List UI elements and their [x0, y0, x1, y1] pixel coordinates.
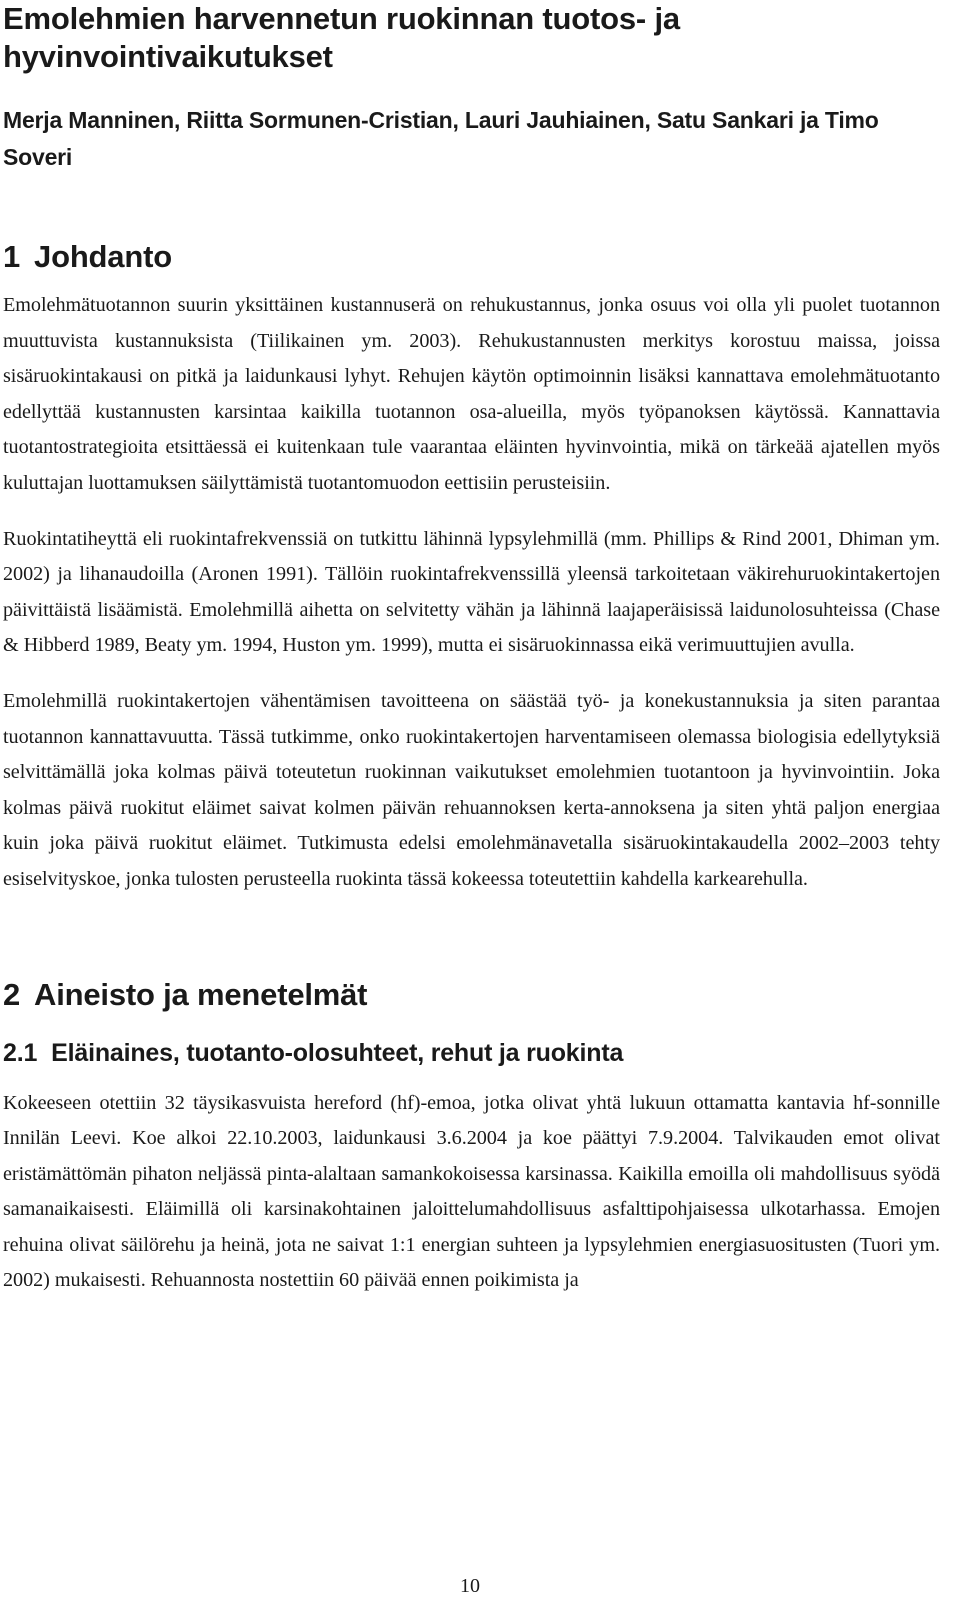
intro-paragraph-3: Emolehmillä ruokintakertojen vähentämisen tavoitteena on säästää työ- ja konekustannuksia ja siten parantaa tuotannon kannattavuutta. Tässä tutkimme, onko ruokintakertojen harventamiseen olemassa biologisia edellytyksiä selvittämällä joka kolmas päivä toteutetun ruokinnan vaikutukset emolehmien tuotantoon ja hyvinvointiin. Joka kolmas päivä ruokitut eläimet saivat kolmen päivän rehuannoksen kerta-annoksena ja siten yhtä paljon energiaa kuin joka päivä ruokitut eläimet. Tutkimusta edelsi emolehmänavetalla sisäruokintakaudella 2002–2003 tehty esiselvityskoe, jonka tulosten perusteella ruokinta tässä kokeessa toteutettiin kahdella karkearehulla. — [3, 689, 940, 890]
intro-paragraph-1: Emolehmätuotannon suurin yksittäinen kustannuserä on rehukustannus, jonka osuus voi olla yli puolet tuotannon muuttuvista kustannuksista (Tiilikainen ym. 2003). Rehukustannusten merkitys korostuu maissa, joissa sisäruokintakausi on pitkä ja laidunkausi lyhyt. Rehujen käytön optimoinnin lisäksi kannattava emolehmätuotanto edellyttää kustannusten karsintaa kaikilla tuotannon osa-alueilla, myös työpanoksen käytössä. Kannattavia tuotantostrategioita etsittäessä ei kuitenkaan tule vaarantaa eläinten hyvinvointia, mikä on tärkeää ajatellen myös kuluttajan luottamuksen säilyttämistä tuotantomuodon eettisiin perusteisiin. — [3, 294, 940, 494]
section-2-title: Aineisto ja menetelmät — [34, 976, 368, 1012]
section-1-number: 1 — [3, 239, 21, 274]
section-2-1-title: Eläinaines, tuotanto-olosuhteet, rehut ja ruokinta — [51, 1038, 624, 1067]
section-2-1-heading — [3, 1036, 940, 1070]
section-2-number: 2 — [3, 976, 21, 1012]
methods-paragraph-1: Kokeeseen otettiin 32 täysikasvuista hereford (hf)-emoa, jotka olivat yhtä lukuun ottamatta kantavia hf-sonnille Innilän Leevi. Koe alkoi 22.10.2003, laidunkausi 3.6.2004 ja koe päättyi 7.9.2004. Talvikauden emot olivat eristämättömän pihaton neljässä pinta-alaltaan samankokoisessa karsinassa. Kaikilla emoilla oli mahdollisuus syödä samanaikaisesti. Eläimillä oli karsinakohtainen jaloittelumahdollisuus asfalttipohjaisessa ulkotarhassa. Emojen rehuina olivat säilörehu ja heinä, jota ne saivat 1:1 energian suhteen ja lypsylehmien energiasuositusten (Tuori ym. 2002) mukaisesti. Rehuannosta nostettiin 60 päivää ennen poikimista ja — [3, 1091, 940, 1292]
page-number: 10 — [460, 1575, 480, 1597]
section-2-heading — [3, 976, 940, 1014]
paper-page — [3, 0, 940, 1299]
author-list: Merja Manninen, Riitta Sormunen-Cristian, Lauri Jauhiainen, Satu Sankari ja Timo Soveri — [3, 107, 879, 170]
section-1-heading — [3, 238, 940, 276]
article-title: Emolehmien harvennetun ruokinnan tuotos- ja hyvinvointivaikutukset — [3, 1, 680, 74]
section-2-1-number: 2.1 — [3, 1038, 38, 1067]
intro-paragraph-2: Ruokintatiheyttä eli ruokintafrekvenssiä on tutkittu lähinnä lypsylehmillä (mm. Phillips & Rind 2001, Dhiman ym. 2002) ja lihanaudoilla (Aronen 1991). Tällöin ruokintafrekvenssillä yleensä tarkoitetaan väkirehuruokintakertojen päivittäistä lisäämistä. Emolehmillä aihetta on selvitetty vähän ja lähinnä laajaperäisissä laidunolosuhteissa (Chase & Hibberd 1989, Beaty ym. 1994, Huston ym. 1999), mutta ei sisäruokinnassa eikä verimuuttujien avulla. — [3, 527, 940, 657]
section-1-title: Johdanto — [34, 239, 172, 274]
